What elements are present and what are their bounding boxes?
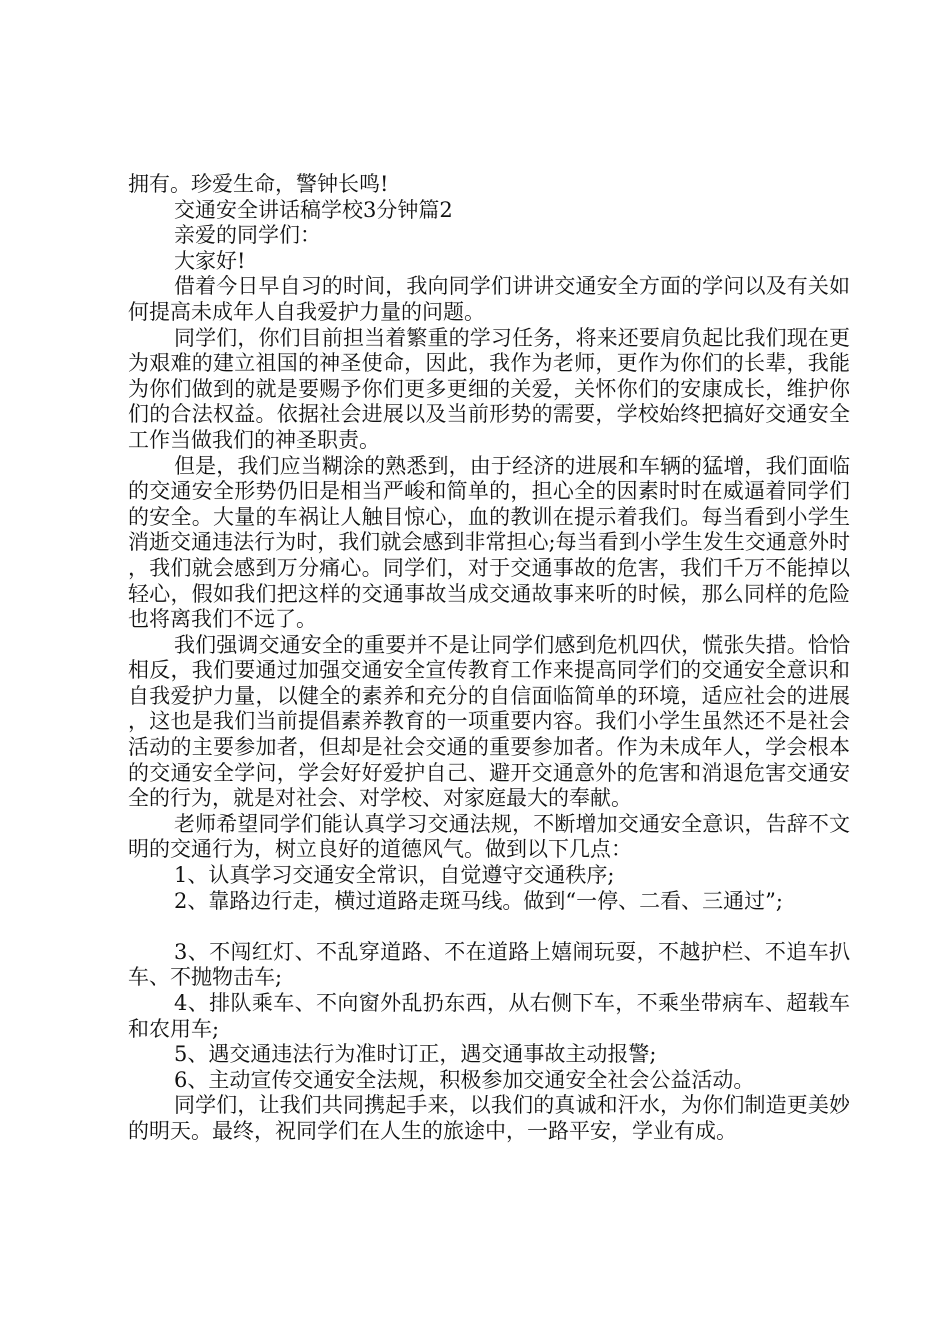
paragraph-intro: 借着今日早自习的时间，我向同学们讲讲交通安全方面的学问以及有关如何提高未成年人自我爱护力量的问题。 [128,274,850,324]
greeting: 大家好! [174,248,246,273]
paragraph-safety-situation: 但是，我们应当糊涂的熟悉到，由于经济的进展和车辆的猛增，我们面临的交通安全形势仍旧是相当严峻和简单的，担心全的因素时时在威逼着同学们的安全。大量的车祸让人触目惊心，血的教训在提示着我们。每当看到小学生消逝交通违法行为时，我们就会感到非常担心;每当看到小学生发生交通意外时，我们就会感到万分痛心。同学们，对于交通事故的危害，我们千万不能掉以轻心，假如我们把这样的交通事故当成交通故事来听的时候，那么同样的危险也将离我们不远了。 [128,453,850,632]
list-item: 5、遇交通违法行为准时订正，遇交通事故主动报警; [174,1042,657,1067]
list-item: 4、排队乘车、不向窗外乱扔东西，从右侧下车，不乘坐带病车、超载车和农用车; [128,991,850,1041]
paragraph-conclusion: 同学们，让我们共同携起手来，以我们的真诚和汗水，为你们制造更美妙的明天。最终，祝同学们在人生的旅途中，一路平安，学业有成。 [128,1093,850,1143]
paragraph-emphasis: 我们强调交通安全的重要并不是让同学们感到危机四伏，慌张失措。恰恰相反，我们要通过加强交通安全宣传教育工作来提高同学们的交通安全意识和自我爱护力量，以健全的素养和充分的自信面临简单的环境，适应社会的进展，这也是我们当前提倡素养教育的一项重要内容。我们小学生虽然还不是社会活动的主要参加者，但却是社会交通的重要参加者。作为未成年人，学会根本的交通安全学问，学会好好爱护自己、避开交通意外的危害和消退危害交通安全的行为，就是对社会、对学校、对家庭最大的奉献。 [128,632,850,811]
paragraph-closing-line: 拥有。珍爱生命，警钟长鸣! [128,172,389,196]
section-title: 交通安全讲话稿学校3分钟篇2 [174,197,453,222]
list-item: 2、靠路边行走，横过道路走斑马线。做到“一停、二看、三通过”; [174,888,783,913]
salutation: 亲爱的同学们： [174,223,321,248]
list-item: 6、主动宣传交通安全法规，积极参加交通安全社会公益活动。 [174,1067,755,1092]
paragraph-teacher-hope: 老师希望同学们能认真学习交通法规，不断增加交通安全意识，告辞不文明的交通行为，树立良好的道德风气。做到以下几点： [128,811,850,862]
list-item: 3、不闯红灯、不乱穿道路、不在道路上嬉闹玩耍，不越护栏、不追车扒车、不抛物击车; [128,939,850,990]
list-item: 1、认真学习交通安全常识，自觉遵守交通秩序; [174,863,615,888]
document-page [128,172,850,1145]
paragraph-students-duty: 同学们，你们目前担当着繁重的学习任务，将来还要肩负起比我们现在更为艰难的建立祖国的神圣使命，因此，我作为老师，更作为你们的长辈，我能为你们做到的就是要赐予你们更多更细的关爱，关怀你们的安康成长，维护你们的合法权益。依据社会进展以及当前形势的需要，学校始终把搞好交通安全工作当做我们的神圣职责。 [128,325,850,452]
